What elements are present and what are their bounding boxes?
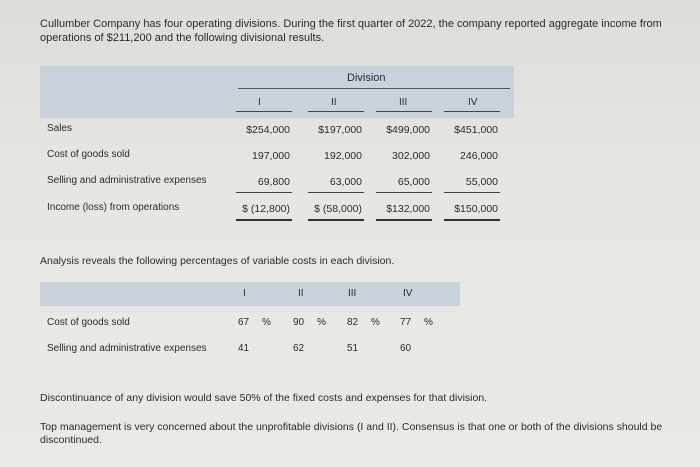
discontinuance-note: Discontinuance of any division would save 50% of the fixed costs and expenses for that division. <box>40 392 488 404</box>
total-double-underline-iii <box>376 219 432 221</box>
pct-cogs-div-iii: 82 <box>347 317 359 328</box>
selling-admin-div-i: 69,800 <box>257 176 290 188</box>
header-underline-ii <box>308 111 364 112</box>
pct-selling-admin-div-i: 41 <box>238 343 250 354</box>
cogs-div-iii: 302,000 <box>392 150 430 162</box>
total-double-underline-ii <box>308 219 364 221</box>
column-header-ii: II <box>331 97 337 108</box>
cogs-div-iv: 246,000 <box>460 150 498 162</box>
income-div-iv: $150,000 <box>454 203 498 215</box>
selling-admin-div-iv: 55,000 <box>465 176 498 188</box>
total-double-underline-i <box>236 219 292 221</box>
management-note: Top management is very concerned about the unprofitable divisions (I and II). Consensus is that one or both of the divisions should be discontinued. <box>40 421 663 446</box>
sales-div-i: $254,000 <box>246 124 290 136</box>
pct-selling-admin-div-iv: 60 <box>400 343 412 354</box>
row-label-sales: Sales <box>47 123 73 134</box>
subtotal-underline-ii <box>308 192 364 193</box>
sales-div-iv: $451,000 <box>454 124 498 136</box>
header-underline-i <box>236 111 292 112</box>
pct-column-header-ii: II <box>298 288 304 299</box>
row-label-cogs: Cost of goods sold <box>47 149 130 160</box>
pct-unit: % <box>371 317 380 328</box>
pct-selling-admin-div-ii: 62 <box>293 343 305 354</box>
total-double-underline-iv <box>444 219 500 221</box>
cogs-div-ii: 192,000 <box>324 150 362 162</box>
pct-unit: % <box>262 317 271 328</box>
header-underline-iii <box>376 111 432 112</box>
header-underline-iv <box>444 111 500 112</box>
subtotal-underline-i <box>236 192 292 193</box>
pct-cogs-div-i: 67 <box>238 317 250 328</box>
row-label-income: Income (loss) from operations <box>47 202 180 213</box>
pct-column-header-i: I <box>243 288 246 299</box>
intro-paragraph: Cullumber Company has four operating divisions. During the first quarter of 2022, the company reported aggregate income from operations of $211,200 and the following divisional results. <box>40 18 662 44</box>
selling-admin-div-iii: 65,000 <box>397 176 430 188</box>
pct-cogs-div-ii: 90 <box>293 317 305 328</box>
pct-column-header-iv: IV <box>403 288 413 299</box>
row-label-selling-admin: Selling and administrative expenses <box>47 175 207 186</box>
income-div-iii: $132,000 <box>386 203 430 215</box>
cogs-div-i: 197,000 <box>252 150 290 162</box>
pct-selling-admin-div-iii: 51 <box>347 343 359 354</box>
analysis-text: Analysis reveals the following percentages of variable costs in each division. <box>40 255 395 267</box>
division-group-header: Division <box>347 72 386 84</box>
sales-div-ii: $197,000 <box>318 124 362 136</box>
column-header-iv: IV <box>468 97 478 108</box>
column-header-i: I <box>258 97 261 108</box>
variable-cost-header-band <box>40 282 460 306</box>
selling-admin-div-ii: 63,000 <box>329 176 362 188</box>
pct-row-label-cogs: Cost of goods sold <box>47 317 130 328</box>
subtotal-underline-iii <box>376 192 432 193</box>
column-header-iii: III <box>399 97 408 108</box>
pct-unit: % <box>424 317 433 328</box>
pct-column-header-iii: III <box>348 288 357 299</box>
pct-row-label-selling-admin: Selling and administrative expenses <box>47 343 207 354</box>
subtotal-underline-iv <box>444 192 500 193</box>
pct-cogs-div-iv: 77 <box>400 317 412 328</box>
sales-div-iii: $499,000 <box>386 124 430 136</box>
pct-unit: % <box>317 317 326 328</box>
income-div-i: $ (12,800) <box>242 203 290 215</box>
income-div-ii: $ (58,000) <box>314 203 362 215</box>
division-header-rule <box>238 88 510 89</box>
